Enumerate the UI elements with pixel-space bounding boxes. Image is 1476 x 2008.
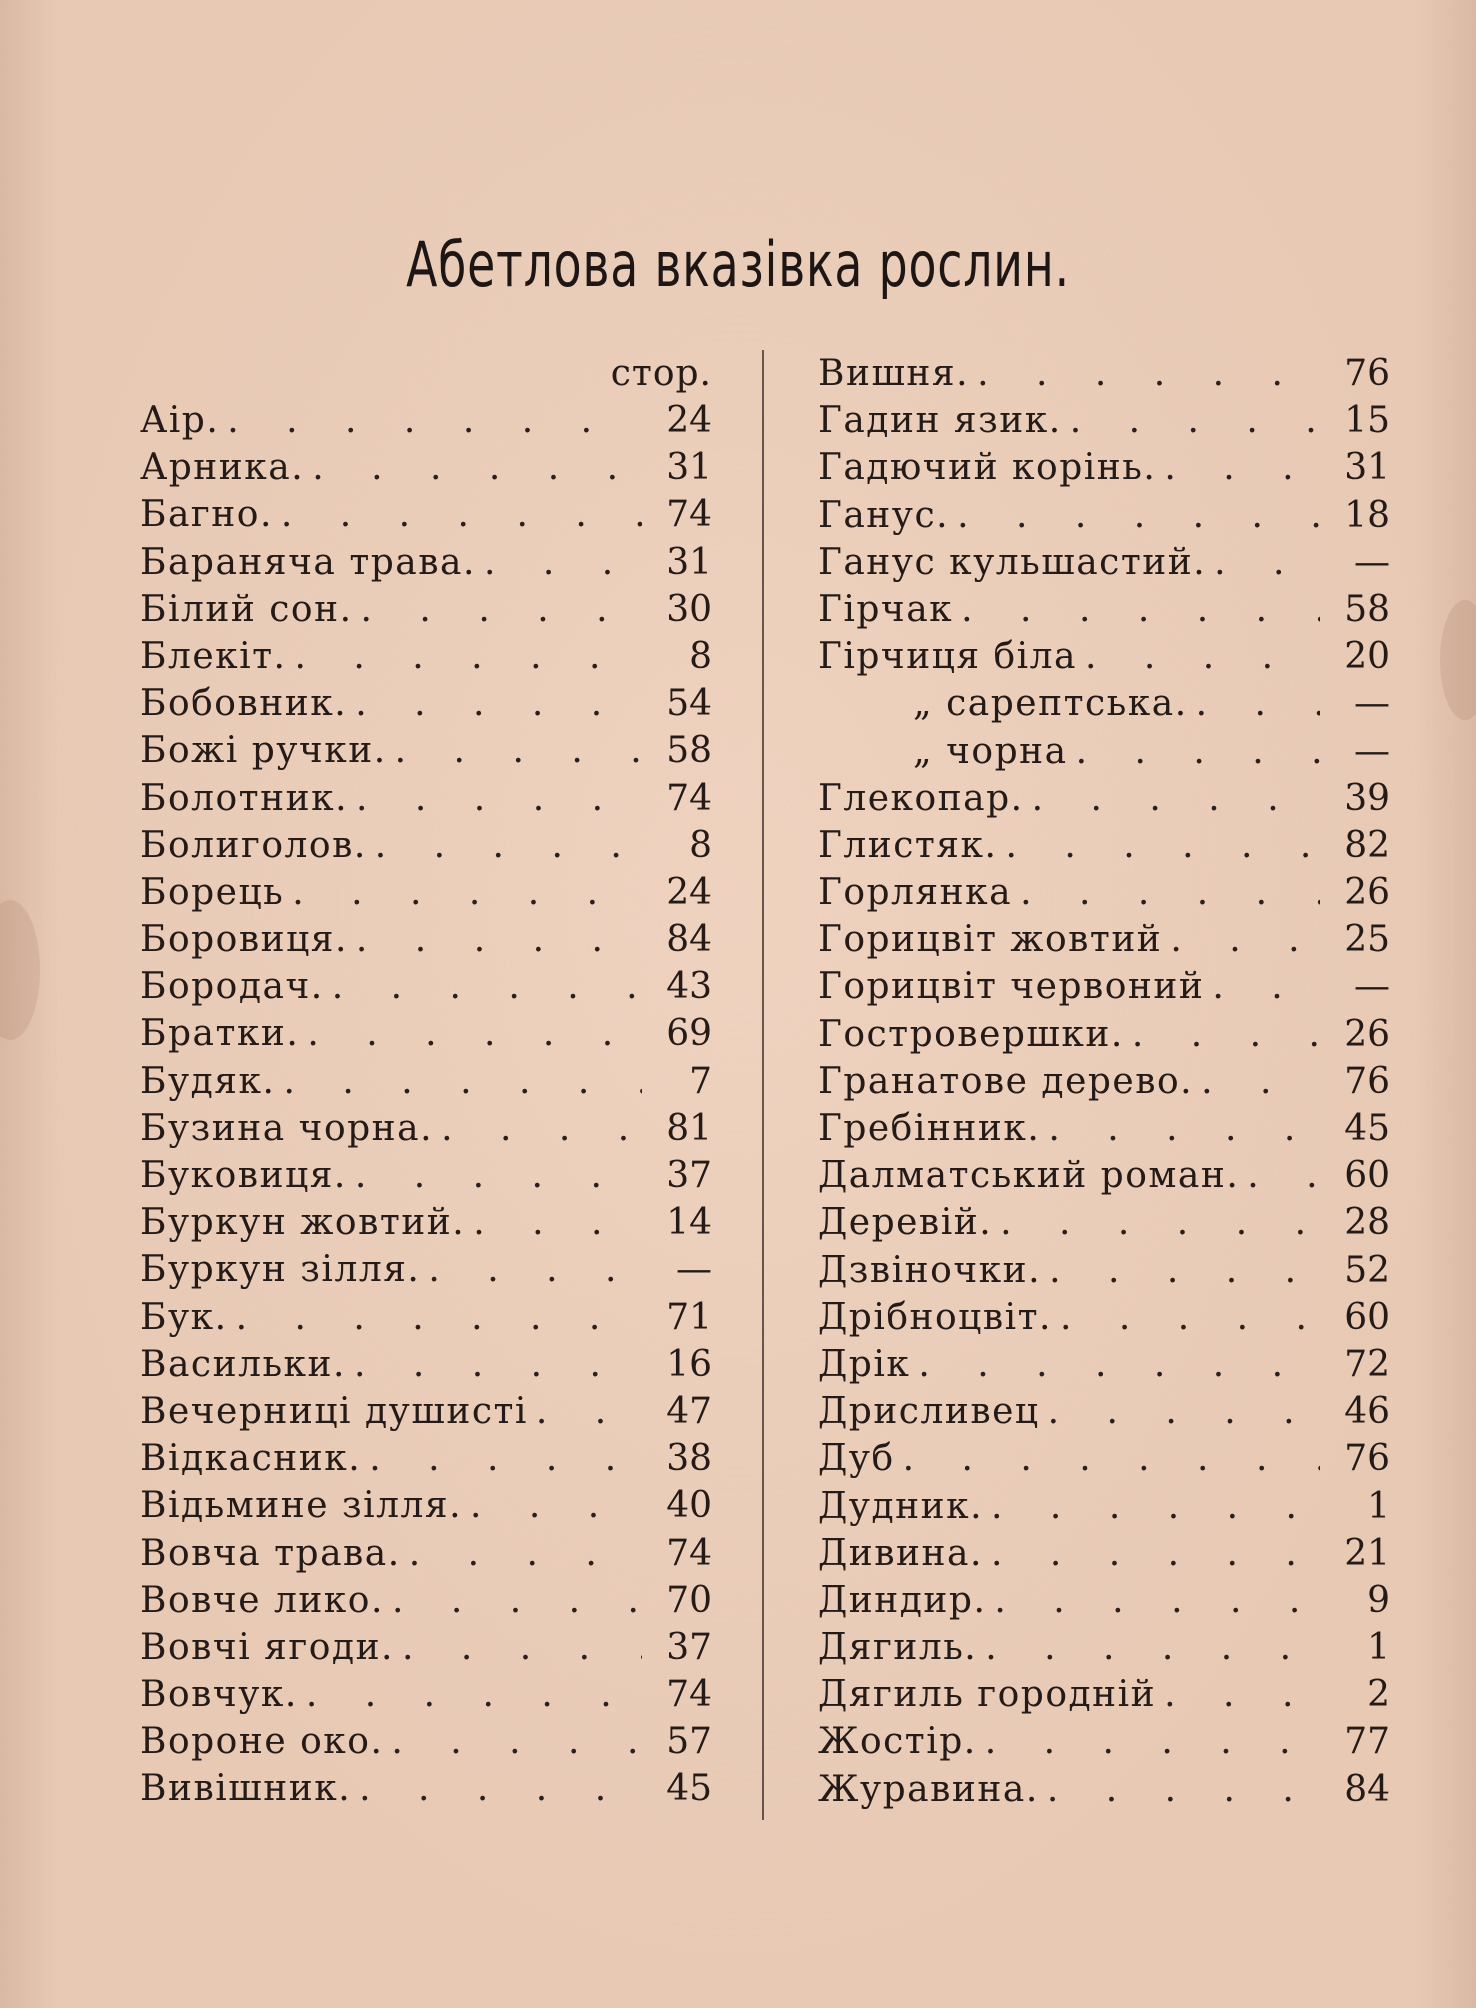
dot-leader <box>895 1435 1320 1482</box>
page-number: 45 <box>666 1768 712 1810</box>
index-entry <box>140 444 712 491</box>
index-entry <box>818 1294 1390 1341</box>
index-entry <box>818 1624 1390 1671</box>
dot-leader <box>299 1010 642 1057</box>
dot-leader <box>1188 680 1320 727</box>
page-number: 30 <box>666 588 712 630</box>
plant-name: Болотник. <box>140 777 349 819</box>
plant-name: Ганус кульшастий. <box>818 541 1207 583</box>
page-number: 74 <box>666 1532 712 1574</box>
index-entry <box>140 1765 712 1812</box>
plant-name: Болиголов. <box>140 824 367 866</box>
plant-name: Дуб <box>818 1438 895 1480</box>
plant-name: Гранатове дерево. <box>818 1060 1194 1102</box>
index-entry <box>140 1577 712 1624</box>
dot-leader <box>1124 1011 1320 1058</box>
dot-leader <box>1156 444 1320 491</box>
plant-name: Вороне око. <box>140 1721 384 1763</box>
index-entry <box>140 397 712 444</box>
dot-leader <box>298 1671 642 1718</box>
page-number: 74 <box>666 494 712 536</box>
index-entry <box>818 1011 1390 1058</box>
plant-name: Дзвіночки. <box>818 1249 1042 1291</box>
plant-name: Далматський роман. <box>818 1155 1240 1197</box>
page-number: 45 <box>1344 1108 1390 1149</box>
plant-name: Диндир. <box>818 1579 987 1621</box>
plant-name: Боровиця. <box>140 919 348 961</box>
dot-leader <box>361 1435 642 1482</box>
plant-name: Блекіт. <box>140 635 287 677</box>
plant-name: Дягиль городній <box>818 1674 1157 1716</box>
page-number: 74 <box>666 777 712 819</box>
index-entry <box>818 1152 1390 1199</box>
page-number: 26 <box>1344 872 1390 914</box>
index-entry <box>818 822 1390 869</box>
index-entry <box>140 1294 712 1341</box>
page-number: 26 <box>1344 1013 1390 1055</box>
dot-leader <box>1204 963 1320 1010</box>
page-number: — <box>1354 683 1390 725</box>
index-entry <box>818 1388 1390 1435</box>
index-entry <box>818 1199 1390 1246</box>
index-entry <box>140 680 712 727</box>
page-number: 52 <box>1344 1249 1390 1291</box>
page-number: 84 <box>1344 1768 1390 1810</box>
index-entry <box>140 1388 712 1435</box>
plant-name: Горицвіт жовтий <box>818 919 1163 961</box>
index-entry <box>818 539 1390 586</box>
dot-leader <box>1040 1388 1320 1435</box>
index-entry <box>140 1105 712 1152</box>
index-entry <box>140 1671 712 1718</box>
dot-leader <box>983 1530 1320 1577</box>
index-entry <box>140 869 712 916</box>
dot-leader <box>347 680 642 727</box>
index-entry <box>818 586 1390 633</box>
dot-leader <box>1068 728 1320 775</box>
plant-name: Гірчиця біла <box>818 636 1078 678</box>
index-entry <box>140 1435 712 1482</box>
paper-stain <box>1440 600 1476 720</box>
dot-leader <box>1052 1294 1320 1341</box>
page-number: — <box>676 1249 712 1291</box>
plant-name: Горлянка <box>818 872 1013 914</box>
plant-name: Гадючий корінь. <box>818 447 1157 489</box>
page-number: 24 <box>666 400 712 441</box>
plant-name: Бараняча трава. <box>140 541 476 583</box>
dot-leader <box>324 963 642 1010</box>
plant-name: Бузина чорна. <box>140 1107 434 1149</box>
index-entry <box>140 1246 712 1293</box>
dot-leader <box>287 633 642 680</box>
plant-name: Вовча трава. <box>140 1532 401 1574</box>
dot-leader <box>1162 916 1320 963</box>
index-entry <box>818 728 1390 775</box>
dot-leader <box>1062 397 1320 444</box>
dot-leader <box>997 822 1320 869</box>
plant-name: Журавина. <box>818 1768 1039 1810</box>
dot-leader <box>433 1105 642 1152</box>
index-entry <box>818 1530 1390 1577</box>
dot-leader <box>465 1199 642 1246</box>
dot-leader <box>1193 1058 1320 1105</box>
page-number: 31 <box>666 541 712 583</box>
dot-leader <box>953 586 1320 633</box>
index-entry <box>140 1624 712 1671</box>
index-entry <box>140 1199 712 1246</box>
dot-leader <box>1039 1766 1320 1813</box>
plant-name: Бук. <box>140 1296 228 1338</box>
dot-leader <box>983 1483 1320 1530</box>
dot-leader <box>228 1294 642 1341</box>
index-entry <box>818 1671 1390 1718</box>
index-entry <box>140 916 712 963</box>
dot-leader <box>1040 1105 1320 1152</box>
plant-name: Гостровершки. <box>818 1013 1124 1055</box>
dot-leader <box>284 869 642 916</box>
page-number: 21 <box>1344 1532 1390 1574</box>
index-entry <box>140 1530 712 1577</box>
plant-name: Буковиця. <box>140 1155 347 1196</box>
plant-name: Відкасник. <box>140 1438 362 1480</box>
index-entry <box>140 1341 712 1388</box>
page-number: 25 <box>1344 919 1390 961</box>
plant-name: Буркун жовтий. <box>140 1202 466 1244</box>
index-entry <box>818 1058 1390 1105</box>
dot-leader <box>1012 869 1320 916</box>
plant-name: Дрібноцвіт. <box>818 1296 1052 1338</box>
index-entry <box>818 775 1390 822</box>
plant-name: Бородач. <box>140 966 324 1008</box>
page-number: 71 <box>666 1296 712 1338</box>
index-entry <box>818 397 1390 444</box>
page-number: 69 <box>666 1013 712 1055</box>
plant-name: Буркун зілля. <box>140 1249 421 1291</box>
page-number: 82 <box>1344 824 1390 866</box>
plant-name: Арника. <box>140 447 305 489</box>
dot-leader <box>304 444 642 491</box>
plant-name: Багно. <box>140 494 273 536</box>
index-entry <box>818 869 1390 916</box>
page-number: 8 <box>689 824 712 866</box>
page-number: 58 <box>666 730 712 772</box>
dot-leader <box>986 1577 1320 1624</box>
dot-leader <box>384 1577 642 1624</box>
page-number: 46 <box>1344 1391 1390 1433</box>
page-number: 58 <box>1344 588 1390 630</box>
page-number: 74 <box>666 1674 712 1716</box>
plant-name: Глекопар. <box>818 777 1024 819</box>
page-number: 9 <box>1367 1579 1390 1621</box>
page-number: 31 <box>1344 447 1390 489</box>
index-entry <box>140 586 712 633</box>
dot-leader <box>346 1341 642 1388</box>
index-entry <box>818 1341 1390 1388</box>
index-entry <box>818 680 1390 727</box>
plant-name: Вовчук. <box>140 1674 298 1716</box>
dot-leader <box>462 1482 642 1529</box>
dot-leader <box>949 492 1320 539</box>
index-entry <box>140 775 712 822</box>
plant-name: Глистяк. <box>818 824 998 866</box>
plant-name: Аір. <box>140 400 220 441</box>
dot-leader <box>969 350 1320 397</box>
index-entry <box>818 963 1390 1010</box>
index-entry <box>140 539 712 586</box>
dot-leader <box>347 1152 642 1199</box>
plant-name: Гребінник. <box>818 1108 1041 1149</box>
dot-leader <box>1041 1247 1320 1294</box>
plant-name: Дрисливец <box>818 1391 1040 1433</box>
index-list-right <box>818 350 1390 1813</box>
index-entry <box>140 1482 712 1529</box>
dot-leader <box>476 539 642 586</box>
page-column-header: стор. <box>610 353 712 394</box>
plant-name: Гадин язик. <box>818 400 1062 442</box>
plant-name: Горицвіт червоний <box>818 966 1205 1008</box>
plant-name: Дрік <box>818 1343 911 1385</box>
index-entry <box>818 916 1390 963</box>
dot-leader <box>383 1718 642 1765</box>
index-entry <box>140 822 712 869</box>
index-entry <box>818 350 1390 397</box>
page-number: 76 <box>1344 1060 1390 1102</box>
plant-name: Дягиль. <box>818 1627 978 1669</box>
dot-leader <box>367 822 642 869</box>
plant-name: Божі ручки. <box>140 730 387 772</box>
plant-name: Бобовник. <box>140 683 348 725</box>
dot-leader <box>1156 1671 1320 1718</box>
page-number: 24 <box>666 871 712 913</box>
page-number: 84 <box>666 919 712 961</box>
page-number: 60 <box>1344 1296 1390 1338</box>
plant-name: Дивина. <box>818 1532 983 1574</box>
index-entry <box>818 444 1390 491</box>
plant-name: Вишня. <box>818 353 970 394</box>
plant-name: „ сарептська. <box>913 683 1188 725</box>
page-number: 16 <box>666 1343 712 1385</box>
plant-name: „ чорна <box>913 730 1068 772</box>
dot-leader <box>1077 633 1320 680</box>
dot-leader <box>1024 775 1320 822</box>
page-number: — <box>1354 730 1390 772</box>
page-number: 77 <box>1344 1721 1390 1763</box>
index-entry <box>818 1247 1390 1294</box>
page-number: 76 <box>1344 1438 1390 1480</box>
page-title: Абетлова вказівка рослин. <box>406 228 1070 301</box>
dot-leader <box>353 586 642 633</box>
plant-name: Гірчак <box>818 588 954 630</box>
plant-name: Вовчі ягоди. <box>140 1626 395 1668</box>
plant-name: Жостір. <box>818 1721 977 1763</box>
page-number: 18 <box>1344 494 1390 536</box>
plant-name: Вивішник. <box>140 1768 352 1810</box>
plant-name: Васильки. <box>140 1343 346 1385</box>
dot-leader <box>992 1199 1320 1246</box>
index-entry <box>140 1010 712 1057</box>
dot-leader <box>351 1765 642 1812</box>
index-entry <box>818 1105 1390 1152</box>
page-number: 1 <box>1367 1485 1390 1527</box>
dot-leader <box>528 1388 642 1435</box>
index-entry <box>140 1718 712 1765</box>
dot-leader <box>219 397 642 444</box>
page-number: 81 <box>666 1107 712 1149</box>
page-number: 14 <box>666 1202 712 1244</box>
plant-name: Деревій. <box>818 1202 993 1244</box>
dot-leader <box>977 1718 1320 1765</box>
dot-leader <box>273 491 642 538</box>
page-number: — <box>1354 966 1390 1008</box>
index-entry <box>140 963 712 1010</box>
dot-leader <box>420 1246 642 1293</box>
index-entry <box>818 1483 1390 1530</box>
index-list-left <box>140 397 712 1813</box>
dot-leader <box>977 1624 1320 1671</box>
page-number: 57 <box>666 1721 712 1763</box>
plant-name: Будяк. <box>140 1060 276 1102</box>
index-entry <box>818 1766 1390 1813</box>
index-column-left <box>140 350 712 1813</box>
page-number: 37 <box>666 1155 712 1196</box>
page-number: 54 <box>666 683 712 725</box>
page-number: 20 <box>1344 636 1390 678</box>
plant-name: Борець <box>140 871 285 913</box>
dot-leader <box>910 1341 1320 1388</box>
index-entry <box>818 1577 1390 1624</box>
plant-name: Вечерниці душисті <box>140 1390 528 1432</box>
dot-leader <box>387 727 642 774</box>
dot-leader <box>1239 1152 1320 1199</box>
plant-name: Відьмине зілля. <box>140 1485 463 1527</box>
plant-name: Ганус. <box>818 494 950 536</box>
dot-leader <box>275 1058 642 1105</box>
page-number: 7 <box>689 1060 712 1102</box>
dot-leader <box>348 916 642 963</box>
index-entry <box>140 1058 712 1105</box>
plant-name: Братки. <box>140 1013 300 1055</box>
page-number: 8 <box>689 635 712 677</box>
dot-leader <box>1206 539 1320 586</box>
dot-leader <box>348 775 642 822</box>
index-entry <box>140 491 712 538</box>
index-entry <box>818 1435 1390 1482</box>
index-entry <box>140 727 712 774</box>
page-number: 70 <box>666 1579 712 1621</box>
page-number: 1 <box>1367 1627 1390 1669</box>
page-number: 28 <box>1344 1202 1390 1244</box>
index-entry <box>140 633 712 680</box>
page-number: 40 <box>666 1485 712 1527</box>
index-entry <box>818 1718 1390 1765</box>
page-number: 31 <box>666 447 712 489</box>
paper-stain <box>0 900 40 1040</box>
page-number: 76 <box>1344 353 1390 394</box>
page-number: 72 <box>1344 1343 1390 1385</box>
index-column-right <box>818 350 1390 1813</box>
plant-name: Дудник. <box>818 1485 984 1527</box>
index-entry <box>818 492 1390 539</box>
page-number: 43 <box>666 966 712 1008</box>
index-entry <box>818 633 1390 680</box>
page-number: 15 <box>1344 400 1390 442</box>
page-number: 47 <box>666 1390 712 1432</box>
page-number: 2 <box>1367 1674 1390 1716</box>
dot-leader <box>394 1624 642 1671</box>
index-entry <box>140 1152 712 1199</box>
page-number: 39 <box>1344 777 1390 819</box>
plant-name: Вовче лико. <box>140 1579 384 1621</box>
plant-name: Білий сон. <box>140 588 353 630</box>
page-number: — <box>1354 541 1390 583</box>
page-number: 38 <box>666 1438 712 1480</box>
page-number: 60 <box>1344 1155 1390 1197</box>
dot-leader <box>401 1530 642 1577</box>
column-divider <box>762 350 764 1820</box>
page-number: 37 <box>666 1626 712 1668</box>
